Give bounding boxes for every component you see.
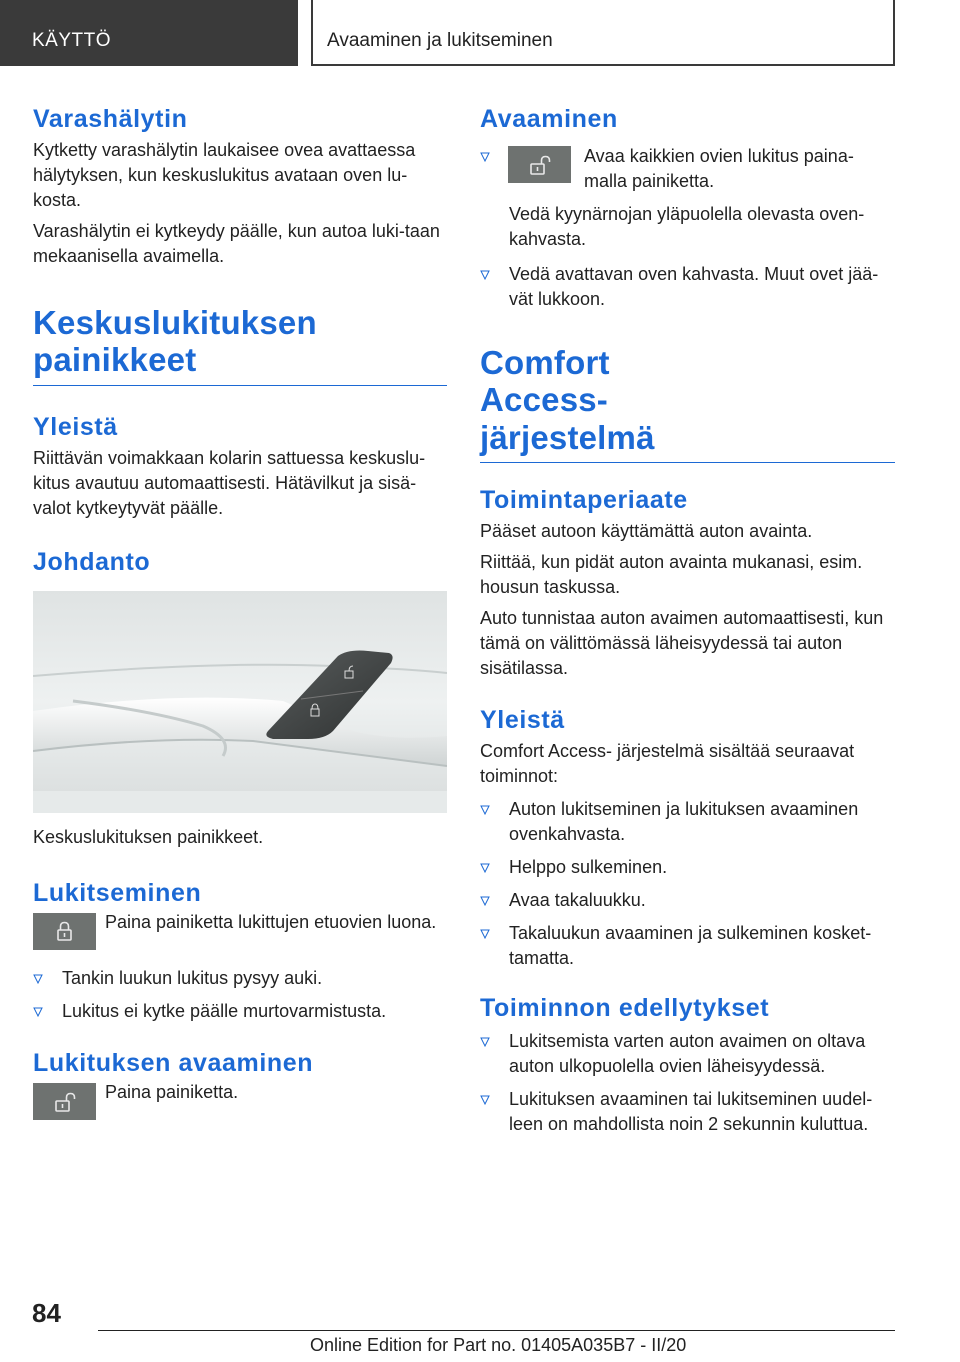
bullet-triangle-icon: [480, 1095, 490, 1105]
bullet-triangle-icon: [480, 152, 490, 162]
list-item: Lukitus ei kytke päälle murtovarmistusta.: [33, 999, 447, 1024]
unlock-paragraph: Paina painiketta.: [105, 1081, 239, 1102]
general-heading-right: Yleistä: [480, 705, 565, 734]
section-label: KÄYTTÖ: [32, 30, 112, 51]
alarm-paragraph-1: Kytketty varashälytin laukaisee ovea avattaessa hälytyksen, kun keskuslukitus avataan oven lu-kosta.: [33, 140, 416, 210]
bullet-triangle-icon: [480, 1037, 490, 1047]
general-paragraph-right: Comfort Access- järjestelmä sisältää seuraavat toiminnot:: [480, 740, 855, 786]
open-step1-detail: Vedä kyynärnojan yläpuolella olevasta oven-kahvasta.: [509, 204, 865, 249]
unlock-heading: Lukituksen avaaminen: [33, 1048, 314, 1077]
footer-divider: [98, 1330, 895, 1331]
requirements-heading: Toiminnon edellytykset: [480, 993, 770, 1022]
list-item: Helppo sulkeminen.: [480, 855, 895, 880]
chapter-label: Avaaminen ja lukitseminen: [327, 30, 553, 51]
principle-paragraph-1: Pääset autoon käyttämättä auton avainta.: [480, 520, 813, 541]
unlock-button-icon: [33, 1083, 96, 1120]
page-number: 84: [32, 1298, 61, 1328]
lock-paragraph: Paina painiketta lukittujen etuovien luona.: [105, 911, 437, 932]
bullet-triangle-icon: [33, 974, 43, 984]
chapter-tab: [311, 0, 895, 66]
unlock-button-icon: [508, 146, 571, 183]
open-heading: Avaaminen: [480, 105, 618, 133]
list-item: Vedä avattavan oven kahvasta. Muut ovet jää-vät lukkoon.: [480, 262, 895, 312]
lock-bullet-list: [33, 966, 447, 1024]
principle-heading: Toimintaperiaate: [480, 485, 688, 514]
general-paragraph-left: Riittävän voimakkaan kolarin sattuessa keskuslu-kitus avautuu automaattisesti. Hätävilkut ja sisä-valot kytkeytyvät päälle.: [33, 447, 426, 518]
alarm-heading: Varashälytin: [33, 105, 188, 133]
alarm-paragraph-2: Varashälytin ei kytkeydy päälle, kun autoa luki-taan mekaanisella avaimella.: [33, 221, 440, 266]
lock-heading: Lukitseminen: [33, 878, 202, 907]
list-item: Avaa takaluukku.: [480, 888, 895, 913]
bullet-triangle-icon: [480, 863, 490, 873]
page-header: [0, 0, 960, 66]
lock-button-icon: [33, 913, 96, 950]
bullet-triangle-icon: [33, 1007, 43, 1017]
bullet-triangle-icon: [480, 929, 490, 939]
lock-instruction: [33, 910, 447, 950]
left-column: [33, 100, 447, 1120]
list-item: Lukitsemista varten auton avaimen on oltava auton ulkopuolella ovien läheisyydessä.: [480, 1029, 895, 1079]
edition-label: Online Edition for Part no. 01405A035B7 - II/20: [310, 1335, 687, 1355]
list-item: Lukituksen avaaminen tai lukitseminen uudel-leen on mahdollista noin 2 sekunnin kuluttua.: [480, 1087, 895, 1137]
list-item: Avaa kaikkien ovien lukitus paina-malla painiketta.: [480, 144, 895, 194]
photo-caption: Keskuslukituksen painikkeet.: [33, 826, 264, 847]
comfort-access-heading: Comfort Access- järjestelmä: [480, 344, 895, 463]
intro-heading: Johdanto: [33, 547, 151, 576]
list-item: Tankin luukun lukitus pysyy auki.: [33, 966, 447, 991]
bullet-triangle-icon: [480, 270, 490, 280]
door-buttons-photo: [33, 591, 447, 813]
right-column: [480, 100, 895, 1137]
general-bullet-list: [480, 797, 895, 971]
list-item: Auton lukitseminen ja lukituksen avaaminen ovenkahvasta.: [480, 797, 895, 847]
principle-paragraph-2: Riittää, kun pidät auton avainta mukanasi, esim. housun taskussa.: [480, 551, 863, 597]
requirements-bullet-list: [480, 1029, 895, 1137]
unlock-instruction: [33, 1080, 447, 1120]
bullet-triangle-icon: [480, 896, 490, 906]
list-item: Takaluukun avaaminen ja sulkeminen kosket-tamatta.: [480, 921, 895, 971]
bullet-triangle-icon: [480, 805, 490, 815]
principle-paragraph-3: Auto tunnistaa auton avaimen automaattisesti, kun tämä on välittömässä läheisyydessä tai auton sisätilassa.: [480, 607, 884, 678]
section-tab: [0, 0, 298, 66]
general-heading-left: Yleistä: [33, 412, 118, 441]
central-lock-buttons-heading: Keskuslukituksen painikkeet: [33, 304, 447, 386]
